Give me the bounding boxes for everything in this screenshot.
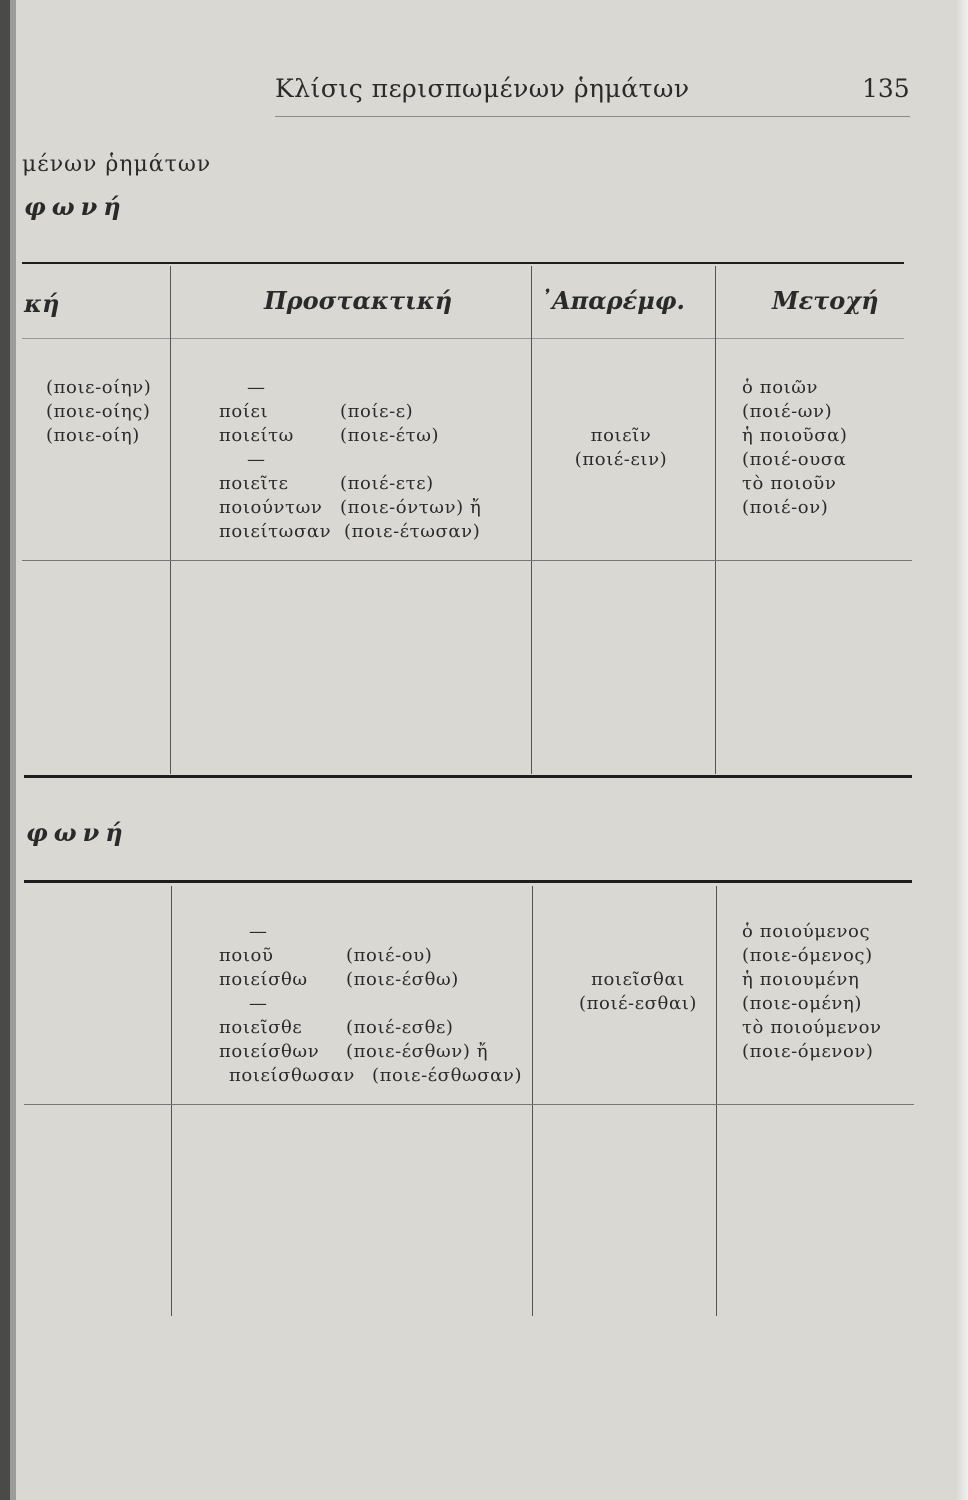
optative-form: (ποιε-οίην) (46, 377, 152, 398)
passive-table-top-rule (24, 880, 912, 883)
section-subheading: μένων ῥημάτων (22, 152, 212, 177)
imperative-analysis: (ποιε-έτωσαν) (344, 521, 481, 542)
table-top-rule (22, 262, 904, 264)
participle-analysis: (ποιέ-ον) (742, 497, 829, 518)
participle-form: τὸ ποιούμενον (742, 1017, 882, 1038)
participle-form: ἡ ποιουμένη (742, 969, 860, 990)
imperative-analysis (340, 448, 481, 472)
header-rule (275, 116, 910, 117)
participle-analysis: (ποιε-ομένη) (742, 993, 862, 1014)
column-header-participle: Μετοχή (772, 286, 879, 315)
active-column-divider-2 (531, 266, 532, 774)
optative-form: (ποιε-οίη) (46, 425, 140, 446)
passive-column-divider-3 (716, 886, 717, 1316)
imperative-form: ποιεῖσθε (219, 1017, 303, 1038)
participle-analysis: (ποιε-όμενον) (742, 1041, 874, 1062)
imperative-form: — (249, 993, 268, 1014)
page-number: 135 (862, 74, 910, 103)
imperative-form: ποιείτω (219, 425, 294, 446)
imperative-analysis: (ποιε-έτω) (340, 425, 440, 446)
active-column-divider-3 (715, 266, 716, 774)
passive-row-divider (24, 1104, 914, 1105)
imperative-form: ποίει (219, 401, 269, 422)
active-optative-cell (46, 376, 151, 448)
imperative-analysis: (ποιε-έσθων) ἤ (346, 1041, 489, 1062)
imperative-analysis (346, 920, 522, 944)
passive-column-divider-1 (171, 886, 172, 1316)
passive-column-divider-2 (532, 886, 533, 1316)
column-header-infinitive: ᾿Απαρέμφ. (540, 286, 685, 315)
imperative-form: ποιοῦ (219, 945, 274, 966)
passive-imperative-analysis (346, 920, 522, 1088)
imperative-form: ποιείτωσαν (219, 521, 332, 542)
imperative-form: — (247, 449, 266, 470)
column-header-imperative: Προστακτική (264, 286, 453, 315)
participle-form: ὁ ποιούμενος (742, 921, 871, 942)
passive-imperative-forms (219, 920, 355, 1088)
imperative-form: ποιείσθων (219, 1041, 320, 1062)
participle-form: ὁ ποιῶν (742, 377, 819, 398)
imperative-analysis: (ποιέ-ετε) (340, 473, 434, 494)
page-right-edge (956, 0, 968, 1500)
participle-form: ἡ ποιοῦσα) (742, 425, 848, 446)
active-section-bottom-rule (24, 775, 912, 778)
imperative-analysis: (ποιέ-ου) (346, 945, 433, 966)
imperative-form: ποιείσθω (219, 969, 308, 990)
infinitive-form: ποιεῖσθαι (591, 969, 685, 990)
active-imperative-forms (219, 376, 331, 544)
participle-analysis: (ποιέ-ουσα (742, 449, 847, 470)
imperative-analysis: (ποίε-ε) (340, 401, 414, 422)
header-bottom-rule (22, 338, 904, 339)
imperative-form: ποιεῖτε (219, 473, 289, 494)
active-imperative-analysis (340, 376, 481, 544)
imperative-analysis (346, 992, 522, 1016)
passive-voice-label: φωνή (26, 818, 129, 847)
imperative-analysis: (ποιε-όντων) ἤ (340, 497, 482, 518)
active-row-divider (22, 560, 912, 561)
imperative-analysis: (ποιε-έσθω) (346, 969, 459, 990)
participle-form: τὸ ποιοῦν (742, 473, 837, 494)
imperative-analysis: (ποιέ-εσθε) (346, 1017, 454, 1038)
active-infinitive-cell (568, 424, 674, 472)
passive-infinitive-cell (568, 968, 708, 1016)
active-participle-cell (742, 376, 847, 520)
optative-form: (ποιε-οίης) (46, 401, 151, 422)
participle-analysis: (ποιε-όμενος) (742, 945, 873, 966)
page-binding-edge (10, 0, 16, 1500)
page-binding-shadow (0, 0, 10, 1500)
imperative-form: — (247, 377, 266, 398)
column-header-optative: κή (24, 289, 60, 318)
running-header-title: Κλίσις περισπωμένων ῥημάτων (275, 74, 690, 103)
imperative-analysis (340, 376, 481, 400)
infinitive-form: ποιεῖν (590, 425, 652, 446)
active-voice-label: φωνή (24, 192, 127, 221)
imperative-analysis: (ποιε-έσθωσαν) (372, 1065, 523, 1086)
infinitive-analysis: (ποιέ-εσθαι) (578, 993, 698, 1014)
passive-participle-cell (742, 920, 882, 1064)
imperative-form: — (249, 921, 268, 942)
infinitive-analysis: (ποιέ-ειν) (574, 449, 668, 470)
active-column-divider-1 (170, 266, 171, 774)
participle-analysis: (ποιέ-ων) (742, 401, 833, 422)
imperative-form: ποιούντων (219, 497, 323, 518)
imperative-form: ποιείσθωσαν (229, 1065, 355, 1086)
